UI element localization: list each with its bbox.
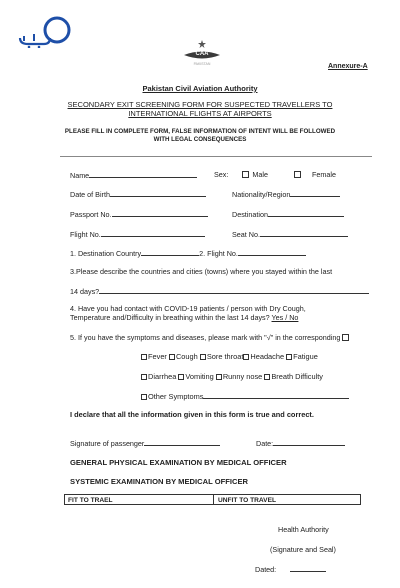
q3-answer-field[interactable] [99,286,369,294]
sore-throat-label: Sore throat [206,352,244,361]
nationality-row [232,189,340,199]
form-title-line1: SECONDARY EXIT SCREENING FORM FOR SUSPECTED TRAVELLERS TO [67,100,333,109]
symptoms-row2 [141,372,323,381]
signature-label: Signature of passenger [70,439,145,448]
date-row [256,438,345,448]
seat-field[interactable] [260,229,348,237]
sex-label: Sex: [214,170,229,179]
q4-line1: 4. Have you had contact with COVID-19 patients / person with Dry Cough, [70,304,306,313]
divider [60,156,372,157]
flight2-field[interactable] [238,248,306,256]
passport-row [70,209,208,219]
flight-field[interactable] [101,229,205,237]
fever-checkbox[interactable] [141,354,147,360]
destination-label: Destination [232,210,268,219]
annexure-label: Annexure-A [328,63,368,70]
breath-difficulty-checkbox[interactable] [264,374,270,380]
fever-label: Fever [148,352,167,361]
q4-line2: Temperature and/Difficulty in breathing within the last 14 days? [70,313,270,322]
sex-row [214,170,336,179]
dob-label: Date of Birth [70,190,110,199]
dated-label: Dated: [255,565,277,574]
dob-row [70,189,206,199]
nationality-label: Nationality/Region [232,190,291,199]
q5-row [70,333,350,342]
flight-label: Flight No. [70,230,101,239]
declaration-text: I declare that all the information given in this form is true and correct. [70,410,314,419]
fit-to-travel[interactable]: FIT TO TRAEL [68,497,113,504]
q4-row2 [70,313,316,322]
passport-label: Passport No. [70,210,112,219]
fatigue-label: Fatigue [293,352,318,361]
headache-checkbox[interactable] [243,354,249,360]
signature-seal: (Signature and Seal) [270,545,336,554]
sore-throat-checkbox[interactable] [200,354,206,360]
breath-difficulty-label: Breath Difficulty [271,372,323,381]
flight2-label: 2. Flight No. [199,249,238,258]
health-authority: Health Authority [278,525,329,534]
other-symptoms-field[interactable] [203,391,349,399]
form-title-line2: INTERNATIONAL FLIGHTS AT AIRPORTS [128,109,272,118]
watermark-logo [14,14,72,48]
general-exam-heading: GENERAL PHYSICAL EXAMINATION BY MEDICAL OFFICER [70,458,287,467]
other-symptoms-row [141,391,349,401]
dated-row [255,564,326,574]
dob-field[interactable] [110,189,206,197]
q3-line2: 14 days? [70,287,100,296]
male-checkbox[interactable] [242,171,249,178]
q5-text: 5. If you have the symptoms and diseases, please mark with "√" in the corresponding [70,333,341,342]
passport-field[interactable] [112,209,208,217]
fitness-box-divider [213,495,214,505]
authority-title: Pakistan Civil Aviation Authority [142,84,258,93]
caa-seal [180,38,224,68]
unfit-to-travel[interactable]: UNFIT TO TRAVEL [218,497,276,504]
male-label: Male [252,170,268,179]
instruction-line2: WITH LEGAL CONSEQUENCES [153,136,247,143]
signature-row [70,438,220,448]
date-field[interactable] [273,438,345,446]
runny-nose-checkbox[interactable] [216,374,222,380]
dest-country-field[interactable] [141,248,199,256]
q5-checkbox[interactable] [342,334,349,341]
diarrhea-checkbox[interactable] [141,374,147,380]
q3-line1: 3.Please describe the countries and cities (towns) where you stayed within the last [70,267,333,276]
q3-row2 [70,286,369,296]
nationality-field[interactable] [290,189,340,197]
runny-nose-label: Runny nose [222,372,263,381]
dest-country-label: 1. Destination Country [70,249,142,258]
systemic-exam-heading: SYSTEMIC EXAMINATION BY MEDICAL OFFICER [70,477,249,486]
symptoms-row1 [141,352,318,361]
flight-row [70,229,205,239]
seal-sub-text: PAKISTAN [193,62,211,66]
name-field[interactable] [89,170,197,178]
watermark-logo-icon [14,14,72,48]
seat-label: Seat No. [232,230,260,239]
vomiting-label: Vomiting [185,372,214,381]
q4-answer[interactable]: Yes / No [271,313,299,322]
female-label: Female [311,170,336,179]
destination-field[interactable] [268,209,344,217]
vomiting-checkbox[interactable] [178,374,184,380]
instruction-line1: PLEASE FILL IN COMPLETE FORM, FALSE INFORMATION OF INTENT WILL BE FOLLOWED [64,128,336,135]
signature-field[interactable] [144,438,220,446]
destination-row [232,209,344,219]
female-checkbox[interactable] [294,171,301,178]
dest-country-row [70,248,306,258]
other-symptoms-checkbox[interactable] [141,394,147,400]
date-label: Date: [256,439,274,448]
name-row [70,170,197,180]
seat-row [232,229,348,239]
headache-label: Headache [250,352,285,361]
cough-checkbox[interactable] [169,354,175,360]
fatigue-checkbox[interactable] [286,354,292,360]
other-symptoms-label: Other Symptoms [148,392,204,401]
cough-label: Cough [175,352,198,361]
fitness-box [64,494,361,505]
seal-top-text: CAA [195,51,209,57]
dated-field[interactable] [290,564,326,572]
name-label: Name [70,171,90,180]
diarrhea-label: Diarrhea [148,372,177,381]
